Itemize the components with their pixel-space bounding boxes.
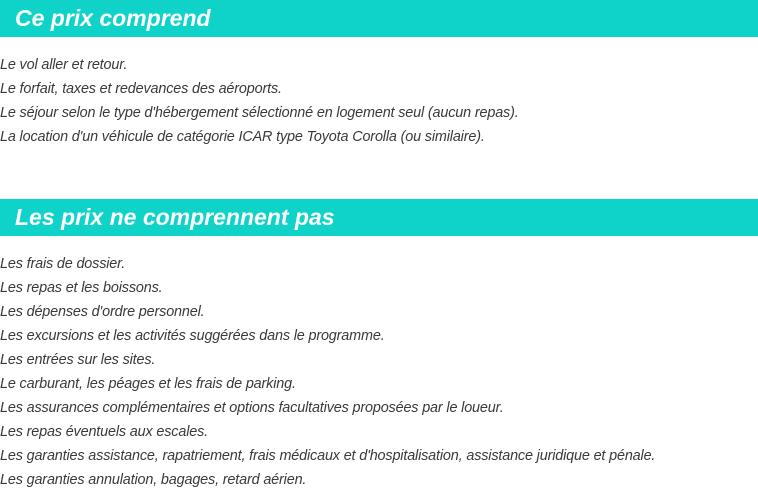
excludes-section-title: Les prix ne comprennent pas [0,199,758,236]
excludes-list-item: Les garanties assistance, rapatriement, frais médicaux et d'hospitalisation, assistance juridique et pénale. [0,448,656,464]
includes-list-item: Le forfait, taxes et redevances des aéroports. [0,81,282,97]
includes-list-item: Le vol aller et retour. [0,57,128,73]
excludes-list-item: Les assurances complémentaires et options facultatives proposées par le loueur. [0,400,504,416]
excludes-list-item: Les dépenses d'ordre personnel. [0,304,205,320]
excludes-list-item: Les garanties annulation, bagages, retard aérien. [0,472,307,488]
excludes-list-item: Les entrées sur les sites. [0,352,156,368]
excludes-list-item: Les repas et les boissons. [0,280,163,296]
excludes-list-item: Les repas éventuels aux escales. [0,424,208,440]
includes-list-item: La location d'un véhicule de catégorie ICAR type Toyota Corolla (ou similaire). [0,129,485,145]
excludes-list-item: Les frais de dossier. [0,256,126,272]
includes-list [0,53,519,149]
excludes-list-item: Les excursions et les activités suggérées dans le programme. [0,328,385,344]
excludes-list [0,252,655,492]
includes-section-title: Ce prix comprend [0,0,758,37]
includes-list-item: Le séjour selon le type d'hébergement sélectionné en logement seul (aucun repas). [0,105,519,121]
excludes-list-item: Le carburant, les péages et les frais de parking. [0,376,296,392]
